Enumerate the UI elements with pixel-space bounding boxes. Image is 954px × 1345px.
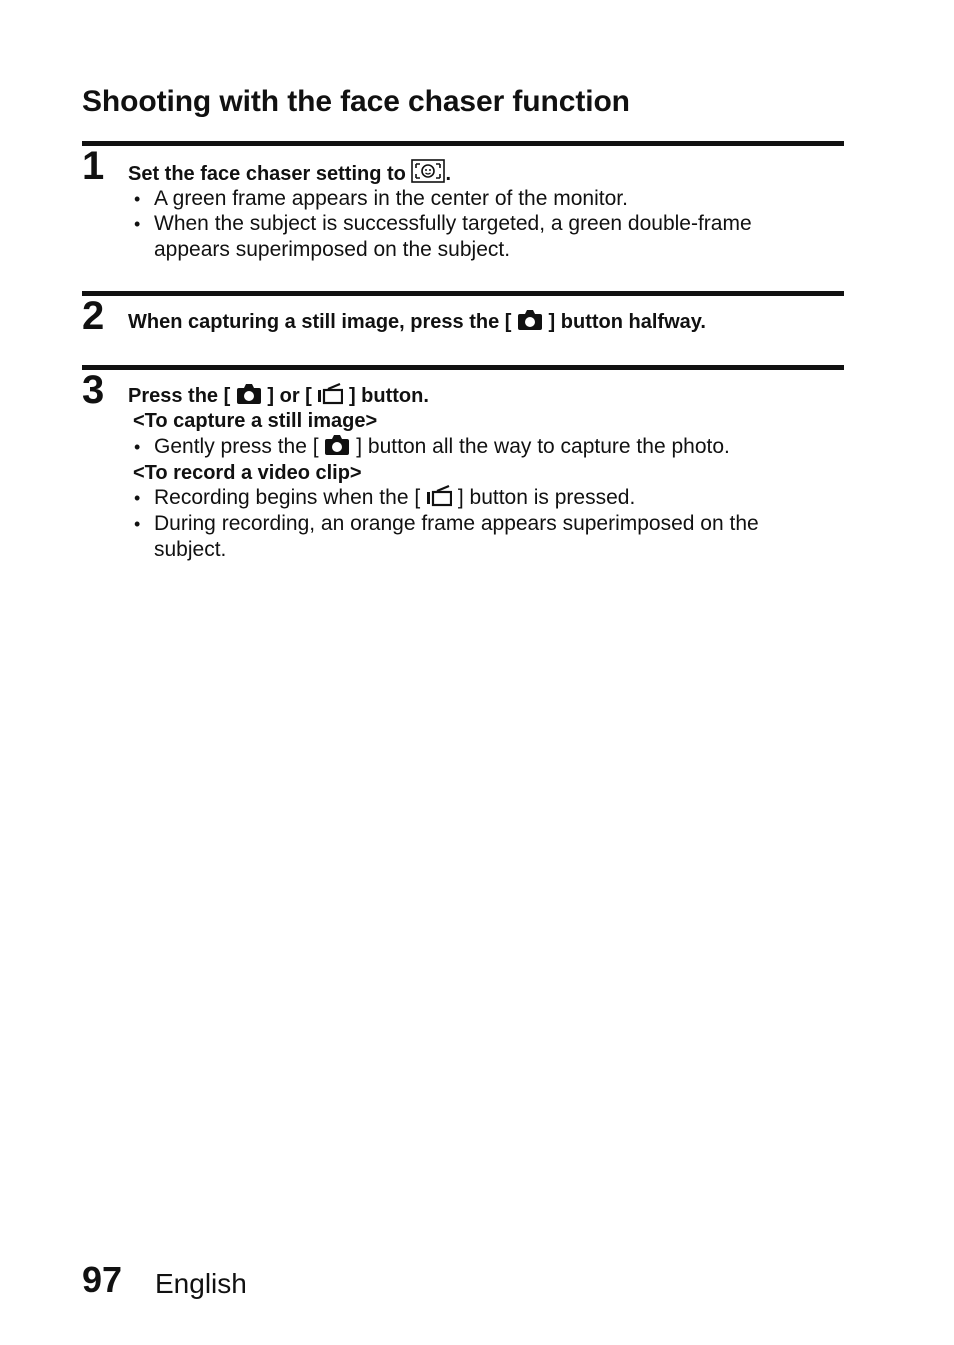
heading-text: Set the face chaser setting to [128,163,406,185]
step-number: 1 [82,144,105,188]
bullet-text: A green frame appears in the center of the monitor. [154,187,628,210]
page-title: Shooting with the face chaser function [82,85,630,118]
heading-text-end: ] button halfway. [548,311,706,333]
step-number: 2 [82,294,105,338]
bullet-mark: • [134,514,141,534]
bullet-text: Recording begins when the [ [154,486,421,509]
subheading-still: <To capture a still image> [133,410,378,432]
bullet-mark: • [134,488,141,508]
bullet-text: When the subject is successfully targeted, a green double-frame appears superimposed on the subject. [154,212,752,261]
bullet-mark: • [134,214,141,234]
page-language: English [155,1268,247,1299]
list-item [134,434,814,463]
heading-text: When capturing a still image, press the [ [128,311,512,333]
subheading-video: <To record a video clip> [133,462,362,484]
bullet-text: During recording, an orange frame appears superimposed on the subject. [154,512,759,561]
bullet-mark: • [134,437,141,457]
list-item [134,485,814,514]
step-1 [82,141,844,271]
list-item [134,211,814,263]
step-3 [82,365,844,575]
step-rule [82,141,844,146]
bullet-text: Gently press the [ [154,435,319,458]
step-2 [82,291,844,351]
step-number: 3 [82,368,105,412]
step-rule [82,291,844,296]
camera-icon [324,434,350,463]
step-heading [128,309,706,338]
bullet-text-end: ] button all the way to capture the photo. [356,435,730,458]
step-rule [82,365,844,370]
bullet-mark: • [134,189,141,209]
heading-text: Press the [ [128,385,231,407]
page-number: 97 [82,1259,123,1300]
bullet-text-end: ] button is pressed. [457,486,636,509]
heading-text-end: . [445,163,451,185]
heading-text-end: ] button. [348,385,429,407]
heading-text-mid: ] or [ [267,385,312,407]
video-icon [426,485,452,514]
camera-icon [517,309,543,338]
list-item [134,186,814,212]
list-item [134,511,814,563]
